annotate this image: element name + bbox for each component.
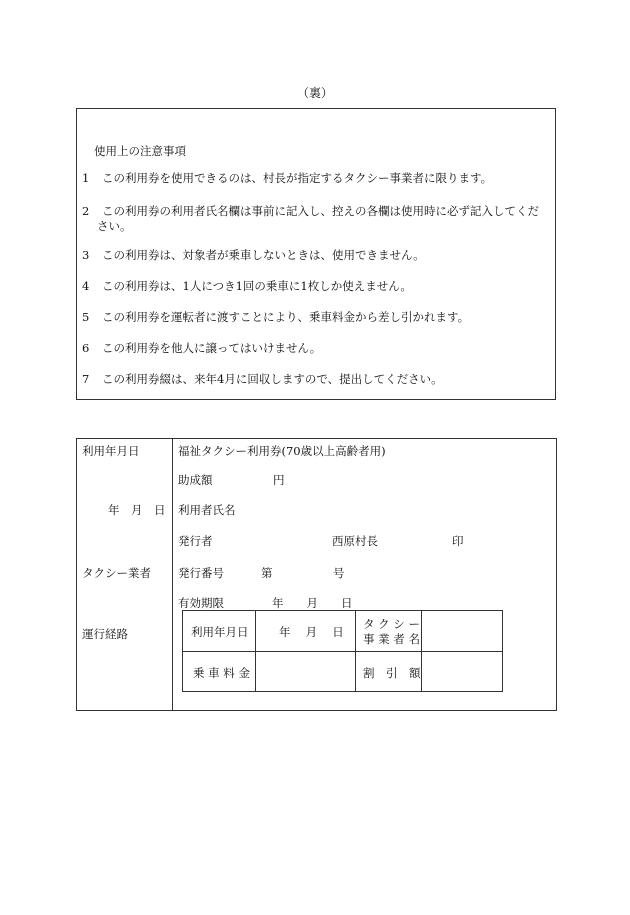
issue-number-label: 発行番号 [178,566,224,580]
note-text: この利用券を使用できるのは、村長が指定するタクシー事業者に限ります。 [102,171,493,185]
note-text: この利用券綴は、来年4月に回収しますので、提出してください。 [102,372,443,386]
ticket-stub-divider [172,439,173,710]
stub-year-month-day: 年 月 日 [108,503,166,517]
stub-route-label: 運行経路 [82,627,128,641]
usage-notes-box [76,108,556,400]
issue-number-dai: 第 [261,566,273,580]
user-name-label: 利用者氏名 [178,503,236,517]
subsidy-amount-label: 助成額 [178,473,213,487]
usage-record-table [182,610,503,692]
note-text: この利用券は、1人につき1回の乗車に1枚しか使えません。 [102,279,412,293]
note-number: 6 [82,341,90,355]
note-number: 4 [82,279,90,293]
note-item [82,248,552,263]
note-number: 3 [82,248,90,262]
note-item [82,341,552,356]
note-text: この利用券の利用者氏名欄は事前に記入し、控えの各欄は使用時に必ず記入してくだ [102,204,539,218]
note-number: 5 [82,310,90,324]
seal-mark: 印 [452,534,464,548]
note-number: 1 [82,171,90,185]
record-taxi-label-line1: タ ク シ ー [363,617,420,631]
record-discount-label: 割 引 額 [363,666,421,680]
note-item [82,372,552,387]
note-text-continued: さい。 [97,219,132,233]
note-number: 7 [82,372,90,386]
record-taxi-label-line2: 事 業 者 名 [363,632,420,646]
notes-title: 使用上の注意事項 [94,144,186,158]
record-use-date-label: 利用年月日 [191,625,249,639]
note-item [82,310,552,325]
issuer-value: 西原村長 [332,534,378,548]
stub-use-date-label: 利用年月日 [82,444,140,458]
record-fare-label: 乗 車 料 金 [193,666,250,680]
record-ymd: 年 月 日 [279,625,344,639]
issuer-label: 発行者 [178,534,213,548]
table-row-divider [183,651,502,652]
stub-taxi-operator-label: タクシー業者 [82,566,151,580]
yen-label: 円 [273,473,285,487]
note-text: この利用券は、対象者が乗車しないときは、使用できません。 [102,248,425,262]
ticket-title: 福祉タクシー利用券(70歳以上高齢者用) [178,444,386,458]
note-text: この利用券を他人に譲ってはいけません。 [102,341,322,355]
valid-until-label: 有効期限 [178,596,224,610]
note-item [82,171,552,186]
valid-until-date: 年 月 日 [272,596,353,610]
note-item [82,279,552,294]
page-heading: （裏） [296,86,333,100]
note-item [82,204,552,234]
note-text: この利用券を運転者に渡すことにより、乗車料金から差し引かれます。 [102,310,470,324]
issue-number-go: 号 [333,566,345,580]
taxi-ticket-form [76,438,557,711]
note-number: 2 [82,204,90,218]
